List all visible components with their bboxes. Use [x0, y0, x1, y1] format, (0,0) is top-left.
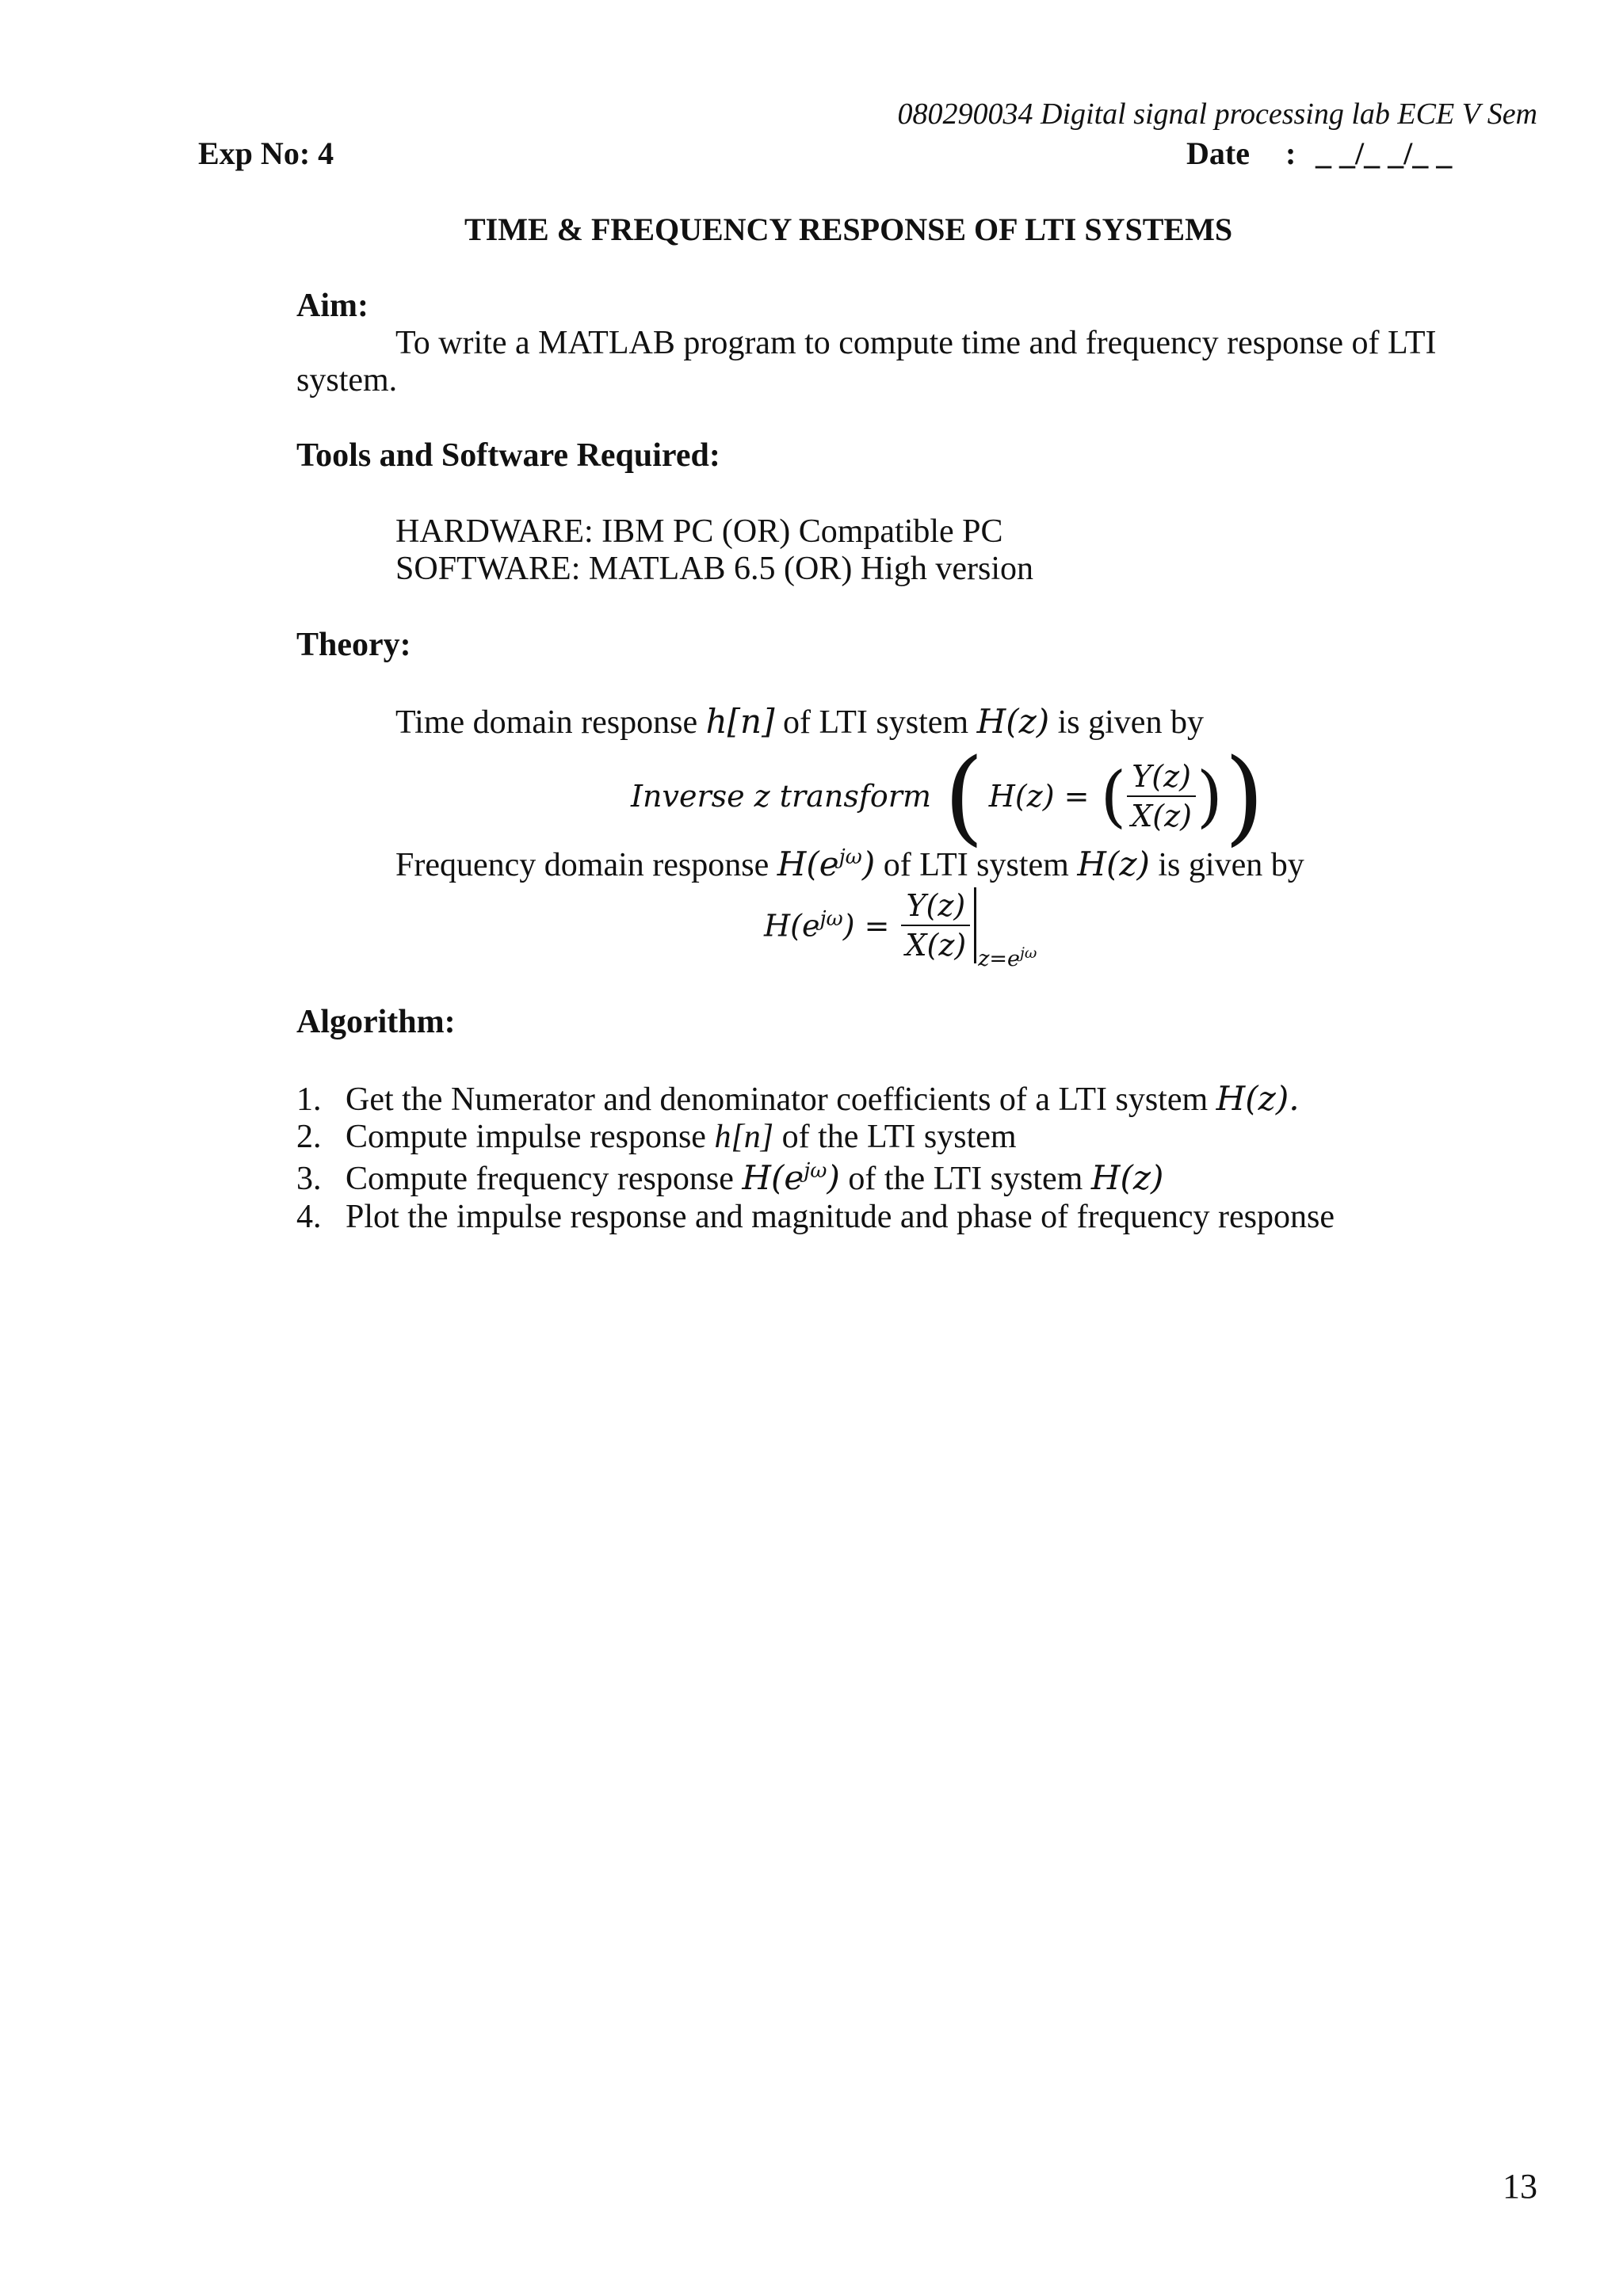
step-math: h[n] — [714, 1119, 774, 1155]
step-math-sup: jω — [804, 1159, 827, 1183]
freq-line-text-b: of LTI system — [875, 847, 1078, 883]
algorithm-step — [296, 1158, 1163, 1198]
step-text: Compute frequency response — [346, 1161, 743, 1197]
eq2-lhs-base: H(e — [764, 908, 820, 944]
right-big-paren: ) — [1224, 736, 1265, 856]
eq2-eval-sup: jω — [1020, 944, 1037, 962]
hardware-line: HARDWARE: IBM PC (OR) Compatible PC — [395, 513, 1003, 550]
left-big-paren: ( — [943, 736, 984, 856]
frequency-response-equation — [764, 878, 1037, 973]
eq2-fraction — [900, 888, 971, 963]
algorithm-step — [296, 1198, 1335, 1236]
h-ejw-close: ) — [861, 845, 876, 883]
page-title: TIME & FREQUENCY RESPONSE OF LTI SYSTEMS — [464, 212, 1233, 247]
eq2-evaluation — [978, 944, 1037, 971]
date-label: Date — [1186, 135, 1250, 171]
step-math — [742, 1158, 840, 1197]
step-number: 1. — [296, 1081, 322, 1118]
aim-heading: Aim: — [296, 288, 369, 324]
algorithm-heading: Algorithm: — [296, 1004, 456, 1040]
evaluation-bar — [974, 887, 976, 963]
page-number: 13 — [1503, 2167, 1537, 2206]
freq-line-text-c: is given by — [1149, 847, 1304, 883]
step-math-2: H(z) — [1090, 1158, 1164, 1197]
eq2-eval-base: z=e — [978, 947, 1021, 971]
h-ejw-base: H(e — [777, 845, 839, 883]
algorithm-step — [296, 1118, 1017, 1156]
step-number: 3. — [296, 1161, 322, 1197]
step-text: Compute impulse response — [346, 1119, 715, 1155]
eq1-numerator: Y(z) — [1127, 759, 1196, 797]
inverse-z-label: Inverse z transform — [631, 779, 931, 814]
step-math-base: H(e — [742, 1158, 804, 1197]
eq2-numerator: Y(z) — [901, 888, 970, 926]
theory-heading: Theory: — [296, 627, 411, 663]
step-math-close: ) — [827, 1158, 840, 1197]
step-text: Plot the impulse response and magnitude and phase of frequency response — [346, 1199, 1335, 1235]
eq1-denominator: X(z) — [1131, 799, 1192, 833]
h-z-symbol: H(z) — [976, 702, 1050, 741]
aim-text-line1: To write a MATLAB program to compute time and frequency response of LTI — [395, 325, 1437, 361]
time-domain-line — [395, 702, 1204, 742]
eq1-fraction — [1126, 759, 1197, 833]
eq2-lhs-sup: jω — [819, 907, 843, 932]
eq2-denominator: X(z) — [905, 928, 967, 963]
course-header: 080290034 Digital signal processing lab ECE V Sem — [897, 97, 1537, 131]
exp-number: Exp No: 4 — [198, 135, 334, 171]
right-small-paren: ) — [1196, 757, 1223, 835]
eq2-lhs — [764, 907, 889, 944]
aim-text-line2: system. — [296, 362, 398, 399]
freq-line-text-a: Frequency domain response — [395, 847, 777, 883]
step-number: 2. — [296, 1119, 322, 1155]
date-colon: : — [1285, 135, 1296, 171]
time-line-text-a: Time domain response — [395, 704, 706, 741]
step-number: 4. — [296, 1199, 322, 1235]
software-line: SOFTWARE: MATLAB 6.5 (OR) High version — [395, 551, 1033, 587]
time-line-text-c: is given by — [1049, 704, 1204, 741]
step-text-tail: of the LTI system — [839, 1161, 1091, 1197]
left-small-paren: ( — [1100, 757, 1127, 835]
inverse-z-equation — [631, 736, 1265, 856]
date-blank: _ _/_ _/_ _ — [1316, 135, 1453, 171]
eq2-lhs-close: ) = — [842, 908, 890, 944]
time-line-text-b: of LTI system — [774, 704, 977, 741]
step-text: Get the Numerator and denominator coefficients of a LTI system — [346, 1081, 1216, 1118]
algorithm-step — [296, 1079, 1300, 1119]
tools-heading: Tools and Software Required: — [296, 437, 720, 474]
h-ejw-sup: jω — [838, 845, 862, 869]
eq1-lhs: H(z) = — [988, 779, 1090, 814]
step-math: H(z). — [1216, 1079, 1300, 1118]
step-text-tail: of the LTI system — [773, 1119, 1017, 1155]
h-n-symbol: h[n] — [705, 702, 775, 741]
h-z-symbol-2: H(z) — [1077, 845, 1150, 883]
